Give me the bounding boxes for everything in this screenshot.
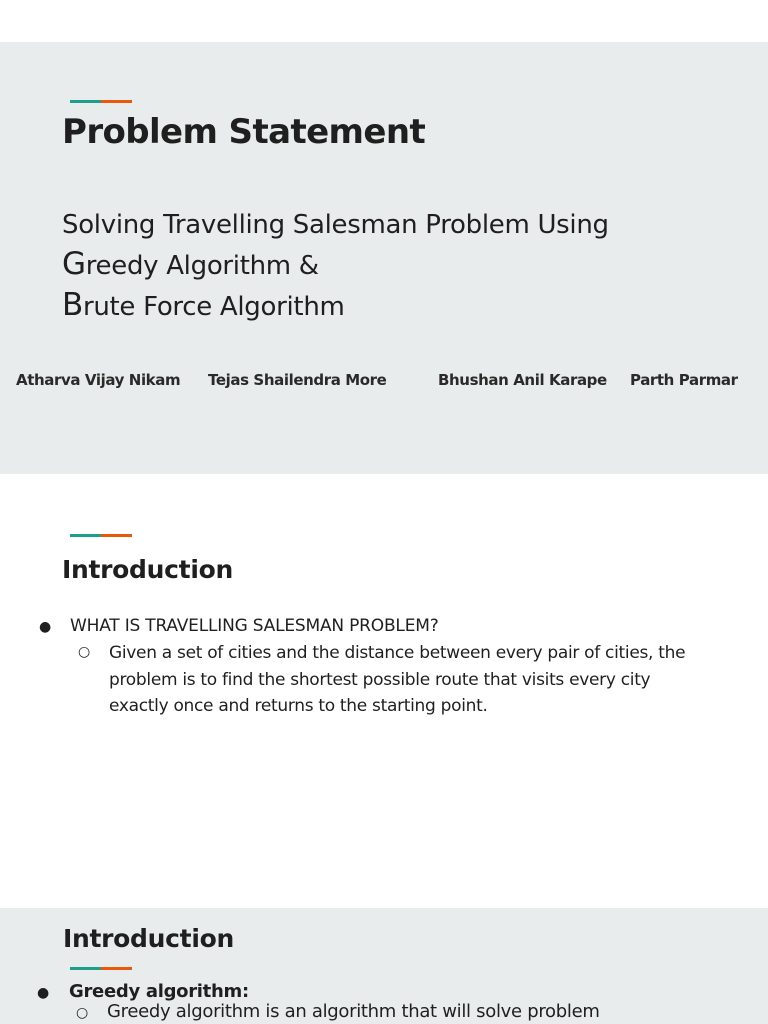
author-name: Atharva Vijay Nikam [16,371,181,389]
accent-orange-segment [101,534,132,537]
title-accent-bar [70,534,132,537]
bullet-dot-icon: ● [37,985,50,1001]
bullet-text: Greedy algorithm: [69,981,249,1002]
subtitle-line-2-rest: reedy Algorithm & [85,251,319,281]
slide-introduction-tsp [0,474,768,908]
bullet-dot-icon: ● [39,619,52,635]
accent-orange-segment [101,967,132,970]
title-accent-bar [70,100,132,103]
accent-orange-segment [101,100,132,103]
slide-title: Introduction [63,924,234,953]
author-name: Tejas Shailendra More [208,371,387,389]
author-name: Bhushan Anil Karape [438,371,607,389]
subtitle-line-2 [62,245,609,286]
sub-bullet-text: Greedy algorithm is an algorithm that will solve problem [107,1001,600,1022]
sub-bullet-text: Given a set of cities and the distance between every pair of cities, the problem is to find the shortest possible route that visits every city exactly once and returns to the starting point. [109,643,686,716]
subtitle-line-2-initial: G [62,246,86,282]
subtitle-line-3 [62,286,609,327]
slide-title: Introduction [62,555,233,584]
subtitle-line-3-rest: rute Force Algorithm [82,292,345,322]
subtitle-line-3-initial: B [62,287,83,323]
title-accent-bar [70,967,132,970]
slide-introduction-greedy [0,908,768,1024]
slide-problem-statement [0,42,768,474]
subtitle-line-1: Solving Travelling Salesman Problem Using [62,210,609,240]
accent-teal-segment [70,967,101,970]
slide-title: Problem Statement [62,112,426,152]
sub-bullet-circle-icon: ○ [78,644,91,660]
slide-subtitle [62,206,609,327]
accent-teal-segment [70,534,101,537]
author-name: Parth Parmar [630,371,738,389]
bullet-text: WHAT IS TRAVELLING SALESMAN PROBLEM? [70,616,439,636]
accent-teal-segment [70,100,101,103]
sub-bullet-circle-icon: ○ [76,1005,89,1021]
